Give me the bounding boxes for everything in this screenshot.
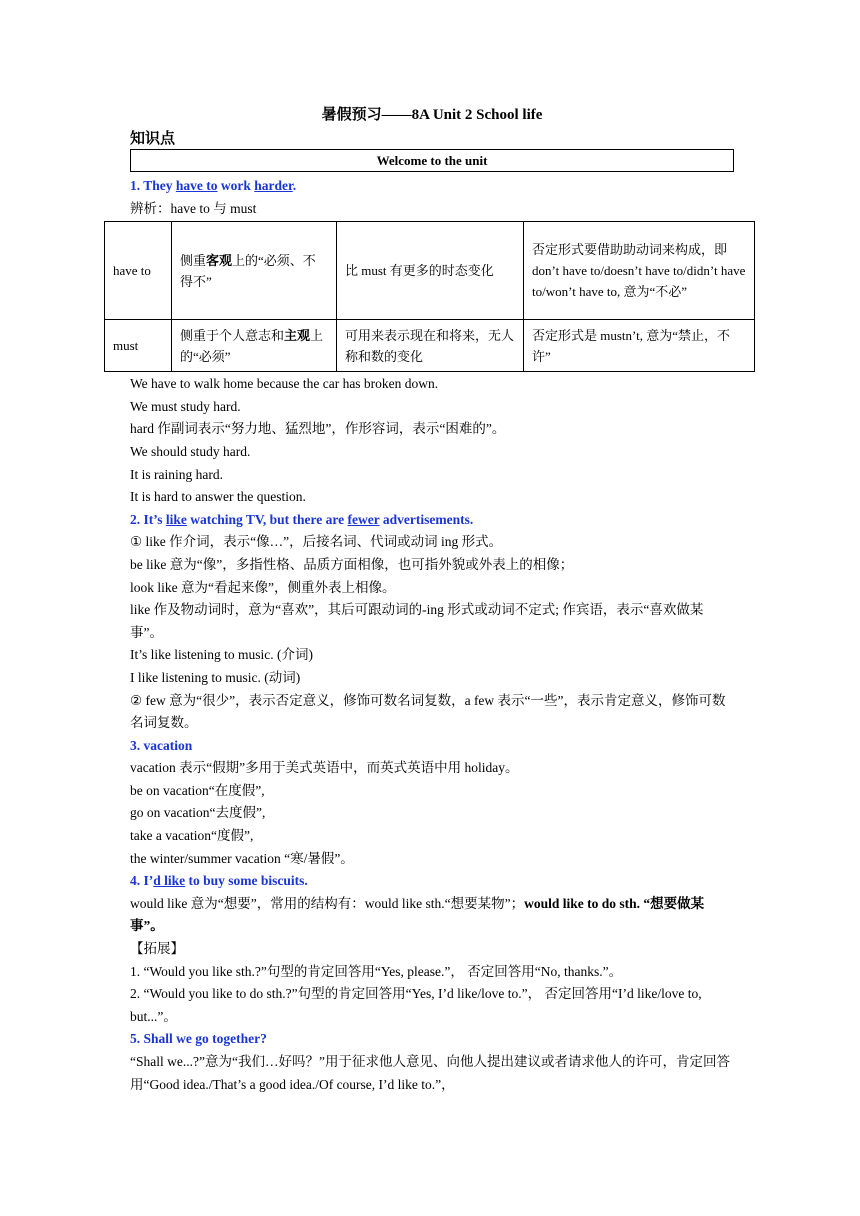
- point-4-heading: 4. I’d like to buy some biscuits.: [130, 873, 308, 889]
- extension-heading: 【拓展】: [130, 941, 184, 957]
- phrase-line: go on vacation“去度假”,: [130, 805, 266, 821]
- example-line: It is raining hard.: [130, 466, 223, 482]
- explanation-paragraph: like 作及物动词时，意为“喜欢”，其后可跟动词的-ing 形式或动词不定式; 作宾语，表示“喜欢做某事”。: [130, 602, 704, 640]
- table-row: [105, 222, 755, 320]
- page-title: 暑假预习——8A Unit 2 School life: [321, 107, 543, 123]
- table-cell-negative: 否定形式要借助助动词来构成，即 don’t have to/doesn’t have to/didn’t have to/won’t have to, 意为“不必”: [524, 222, 755, 320]
- table-cell-tense: 比 must 有更多的时态变化: [337, 222, 524, 320]
- table-row: [105, 320, 755, 372]
- explanation-line: vacation 表示“假期”多用于美式英语中，而英式英语中用 holiday。: [130, 760, 519, 776]
- table-cell-term: must: [105, 320, 172, 372]
- example-line: It is hard to answer the question.: [130, 489, 306, 505]
- example-line: It’s like listening to music. (介词): [130, 647, 313, 663]
- example-line: We have to walk home because the car has broken down.: [130, 376, 439, 392]
- table-cell-focus: 侧重于个人意志和主观上的“必须”: [172, 320, 337, 372]
- explanation-paragraph: ② few 意为“很少”，表示否定意义，修饰可数名词复数，a few 表示“一些”，表示肯定意义，修饰可数名词复数。: [130, 692, 726, 731]
- explanation-line: ① like 作介词，表示“像…”，后接名词、代词或动词 ing 形式。: [130, 534, 503, 550]
- explanation-paragraph: “Shall we...?”意为“我们…好吗？”用于征求他人意见、向他人提出建议或者请求他人的许可，肯定回答用“Good idea./That’s a good idea./Of course, I’d like to.”，: [130, 1054, 730, 1092]
- section-heading: 知识点: [130, 131, 176, 147]
- phrase-line: be on vacation“在度假”,: [130, 782, 265, 798]
- point-1-heading: 1. They have to work harder.: [130, 178, 297, 193]
- phrase-line: the winter/summer vacation “寒/暑假”。: [130, 850, 354, 866]
- point-5-heading: 5. Shall we go together?: [130, 1031, 267, 1047]
- table-cell-tense: 可用来表示现在和将来，无人称和数的变化: [337, 320, 524, 372]
- explanation-line: look like 意为“看起来像”，侧重外表上相像。: [130, 579, 396, 595]
- extension-item: 2. “Would you like to do sth.?”句型的肯定回答用“Yes, I’d like/love to.”， 否定回答用“I’d like/love to, but...”。: [130, 986, 702, 1024]
- analysis-line: 辨析：have to 与 must: [130, 200, 257, 216]
- example-line: We must study hard.: [130, 398, 241, 414]
- document-page: [113, 100, 746, 1096]
- phrase-line: take a vacation“度假”,: [130, 828, 254, 844]
- example-line: We should study hard.: [130, 443, 251, 459]
- table-cell-negative: 否定形式是 mustn’t, 意为“禁止，不许”: [524, 320, 755, 372]
- explanation-line: hard 作副词表示“努力地、猛烈地”，作形容词，表示“困难的”。: [130, 421, 506, 437]
- table-cell-term: have to: [105, 222, 172, 320]
- point-3-heading: 3. vacation: [130, 737, 193, 753]
- table-cell-focus: 侧重客观上的“必须、不得不”: [172, 222, 337, 320]
- point-2-heading: 2. It’s like watching TV, but there are fewer advertisements.: [130, 511, 474, 527]
- example-line: I like listening to music. (动词): [130, 669, 301, 685]
- explanation-line: be like 意为“像”，多指性格、品质方面相像，也可指外貌或外表上的相像；: [130, 556, 574, 572]
- explanation-paragraph: would like 意为“想要”，常用的结构有：would like sth.“想要某物”；would like to do sth. “想要做某事”。: [130, 895, 705, 934]
- comparison-table: [104, 221, 755, 372]
- unit-box: Welcome to the unit: [130, 149, 734, 172]
- extension-item: 1. “Would you like sth.?”句型的肯定回答用“Yes, please.”， 否定回答用“No, thanks.”。: [130, 963, 623, 979]
